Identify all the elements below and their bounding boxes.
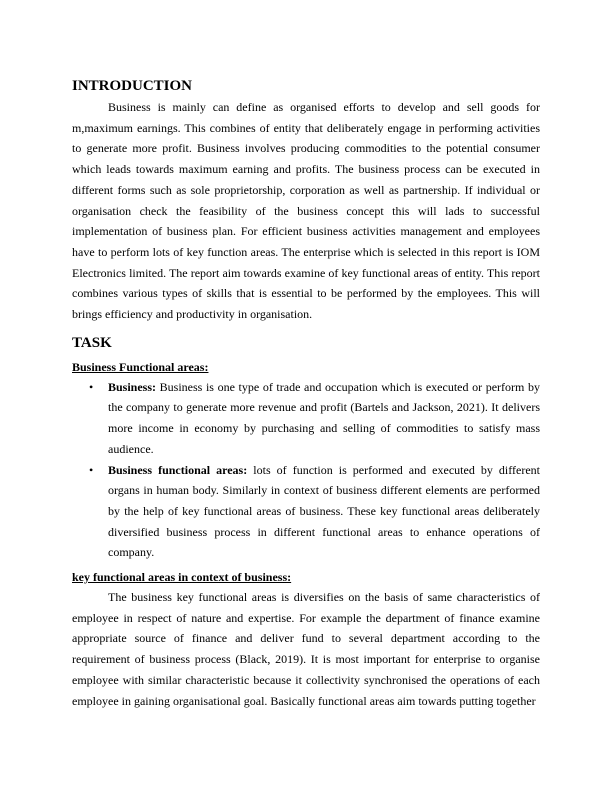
key-functional-areas-subheading: key functional areas in context of business:	[72, 570, 292, 585]
intro-paragraph: Business is mainly can define as organised efforts to develop and sell goods for m,maximum earnings. This combines of entity that deliberately engage in performing activities to generate more profit. Business involves producing commodities to the potential consumer which leads towards maximum earning and profits. The business process can be executed in different forms such as sole proprietorship, corporation as well as partnership. If individual or organisation check the feasibility of the business concept this will lads to successful implementation of business plan. For efficient business activities management and employees have to perform lots of key function areas. The enterprise which is selected in this report is IOM Electronics limited. The report aim towards examine of key functional areas of entity. This report combines various types of skills that is essential to be performed by the employees. This will brings efficiency and productivity in organisation.	[72, 100, 540, 322]
bullet-text: lots of function is performed and executed by different organs in human body. Similarly in context of business different elements are performed by the help of key functional areas of business. These key functional areas deliberately diversified business process in different functional areas to enhance operations of company.	[108, 462, 541, 560]
bullet-icon: •	[89, 462, 94, 477]
intro-heading: INTRODUCTION	[72, 78, 193, 94]
bullet-term: Business:	[108, 379, 157, 394]
list-item	[89, 460, 541, 564]
bullet-icon: •	[89, 379, 94, 394]
list-item	[89, 377, 540, 460]
business-functional-areas-subheading: Business Functional areas:	[72, 359, 209, 374]
task-heading: TASK	[72, 334, 112, 351]
bullet-text: Business is one type of trade and occupation which is executed or perform by the company to generate more revenue and profit (Bartels and Jackson, 2021). It delivers more income in economy by purchasing and selling of commodities to satisfy mass audience.	[108, 379, 540, 456]
document-page	[72, 76, 540, 711]
key-functional-areas-paragraph: The business key functional areas is diversifies on the basis of same characteristics of employee in respect of nature and expertise. For example the department of finance examine appropriate source of finance and deliver fund to several department according to the requirement of business process (Black, 2019). It is most important for enterprise to organise employee with similar characteristic because it collectivity synchronised the operations of each employee in gaining organisational goal. Basically functional areas aim towards putting together	[72, 590, 540, 708]
bullet-list	[72, 377, 540, 563]
bullet-term: Business functional areas:	[108, 462, 248, 477]
